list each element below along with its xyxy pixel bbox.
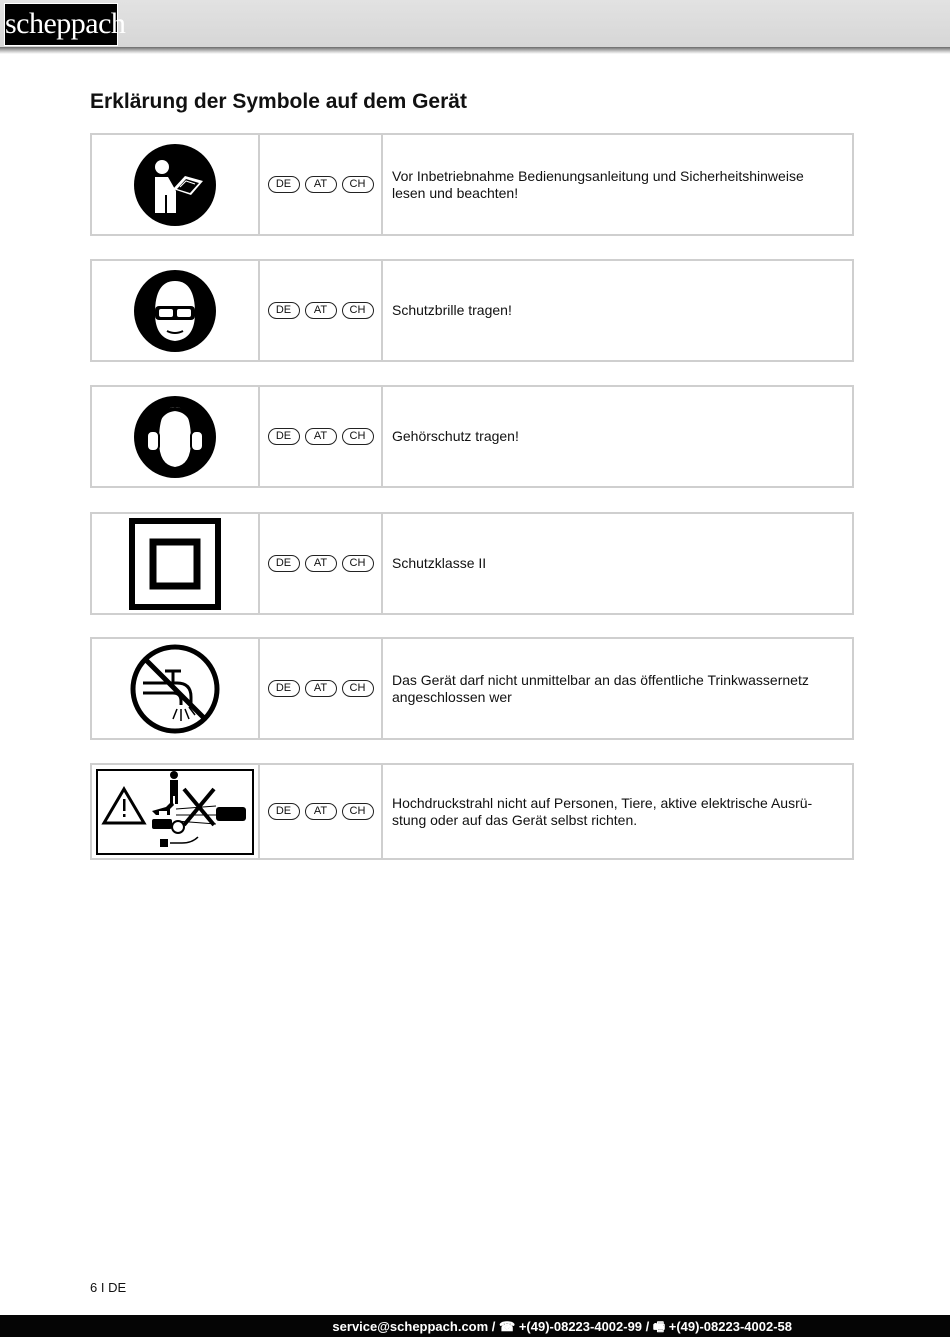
- country-badge: AT: [305, 176, 337, 193]
- symbol-description: Vor Inbetriebnahme Bedienungsanleitung und Sicherheitshinweise lesen und beachten!: [392, 167, 804, 201]
- footer-bar: [0, 1315, 950, 1337]
- symbol-description: Das Gerät darf nicht unmittelbar an das öffentliche Trinkwassernetz angeschlossen wer: [392, 671, 809, 705]
- country-badge: AT: [305, 803, 337, 820]
- symbol-icon-cell: [92, 765, 260, 858]
- symbol-icon-cell: [92, 261, 260, 360]
- country-codes: [260, 135, 383, 234]
- symbol-icon-cell: [92, 135, 260, 234]
- country-codes: [260, 514, 383, 613]
- symbol-row: [90, 385, 854, 488]
- brand-logo: scheppach: [4, 3, 118, 46]
- footer-contact: service@scheppach.com / ☎ +(49)-08223-4002-99 / 🖷 +(49)-08223-4002-58: [332, 1319, 792, 1334]
- safety-goggles-icon: [133, 269, 217, 353]
- country-badge: CH: [342, 302, 374, 319]
- country-badge: AT: [305, 555, 337, 572]
- country-badge: CH: [342, 428, 374, 445]
- page-number: 6 I DE: [90, 1280, 127, 1295]
- symbol-icon-cell: [92, 514, 260, 613]
- symbol-description: Hochdruckstrahl nicht auf Personen, Tiere, aktive elektrische Ausrü-stung oder auf das Gerät selbst richten.: [392, 794, 813, 828]
- country-codes: [260, 639, 383, 738]
- symbol-row: [90, 512, 854, 615]
- country-codes: [260, 765, 383, 858]
- symbol-description: Gehörschutz tragen!: [392, 428, 519, 444]
- ear-protection-icon: [133, 395, 217, 479]
- read-manual-icon: [133, 143, 217, 227]
- country-badge: AT: [305, 680, 337, 697]
- high-pressure-jet-warning-icon: [96, 769, 254, 855]
- header-shadow: [0, 47, 950, 54]
- country-codes: [260, 261, 383, 360]
- country-badge: CH: [342, 176, 374, 193]
- protection-class-ii-icon: [129, 518, 221, 610]
- symbol-row: [90, 637, 854, 740]
- country-badge: DE: [268, 680, 300, 697]
- country-badge: DE: [268, 302, 300, 319]
- country-badge: AT: [305, 428, 337, 445]
- country-badge: DE: [268, 428, 300, 445]
- symbol-row: [90, 133, 854, 236]
- country-badge: AT: [305, 302, 337, 319]
- no-drinking-water-connection-icon: [129, 643, 221, 735]
- country-codes: [260, 387, 383, 486]
- country-badge: DE: [268, 555, 300, 572]
- header-bar: [0, 0, 950, 48]
- page-title: Erklärung der Symbole auf dem Gerät: [90, 90, 467, 113]
- symbol-row: [90, 259, 854, 362]
- symbol-description: Schutzklasse II: [392, 555, 487, 571]
- country-badge: DE: [268, 803, 300, 820]
- country-badge: CH: [342, 680, 374, 697]
- country-badge: CH: [342, 555, 374, 572]
- symbol-icon-cell: [92, 639, 260, 738]
- country-badge: DE: [268, 176, 300, 193]
- country-badge: CH: [342, 803, 374, 820]
- symbol-icon-cell: [92, 387, 260, 486]
- symbol-description: Schutzbrille tragen!: [392, 302, 512, 318]
- symbol-row: [90, 763, 854, 860]
